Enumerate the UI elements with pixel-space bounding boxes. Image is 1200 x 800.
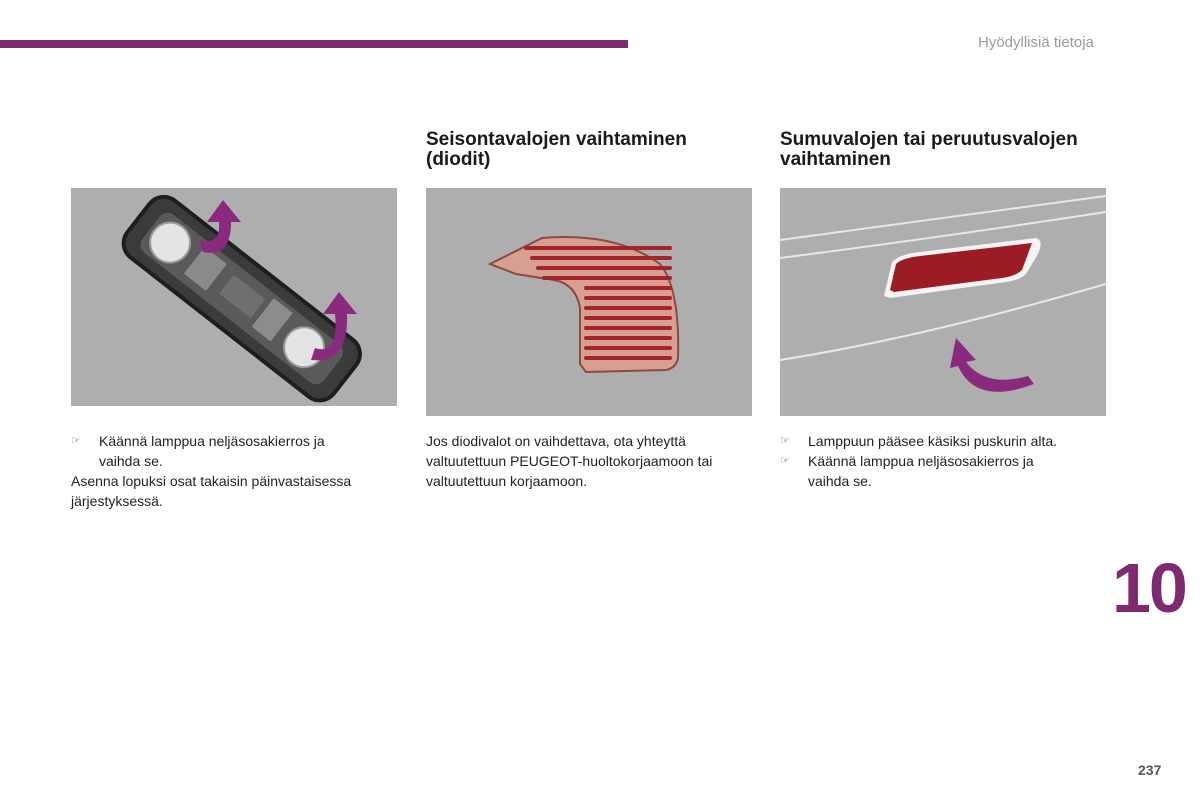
col1-text (71, 431, 401, 511)
text-line: Asenna lopuksi osat takaisin päinvastaisessa (71, 473, 352, 489)
text-line: valtuutettuun korjaamoon. (426, 473, 588, 489)
heading-fog-reverse-lights (780, 130, 1078, 170)
hand-pointer-icon: ☞ (780, 455, 790, 467)
bumper-fog-light-image (780, 188, 1106, 416)
heading-line: Seisontavalojen vaihtaminen (426, 129, 687, 150)
section-label: Hyödyllisiä tietoja (978, 34, 1094, 51)
heading-line: (diodit) (426, 149, 491, 170)
text-line: valtuutettuun PEUGEOT-huoltokorjaamoon tai (426, 453, 713, 469)
list-item (71, 431, 401, 471)
lamp-holder-image (71, 188, 397, 406)
header-accent-bar (0, 40, 628, 48)
text-line: vaihda se. (99, 453, 163, 469)
list-item (780, 431, 1110, 451)
chapter-number: 10 (1112, 549, 1186, 627)
hand-pointer-icon: ☞ (71, 435, 81, 447)
heading-line: vaihtaminen (780, 149, 891, 170)
list-item (780, 451, 1110, 491)
heading-line: Sumuvalojen tai peruutusvalojen (780, 129, 1078, 150)
led-tail-light-image (426, 188, 752, 416)
text-line: järjestyksessä. (71, 493, 163, 509)
hand-pointer-icon: ☞ (780, 435, 790, 447)
text-line: Jos diodivalot on vaihdettava, ota yhteyttä (426, 433, 686, 449)
col3-text (780, 431, 1110, 491)
text-line: Käännä lamppua neljäsosakierros ja (99, 433, 325, 449)
col2-text (426, 431, 756, 491)
text-line: Käännä lamppua neljäsosakierros ja (808, 453, 1034, 469)
page-number: 237 (1138, 762, 1162, 778)
text-line: Lamppuun pääsee käsiksi puskurin alta. (808, 433, 1058, 449)
heading-parking-lights (426, 130, 687, 170)
text-line: vaihda se. (808, 473, 872, 489)
